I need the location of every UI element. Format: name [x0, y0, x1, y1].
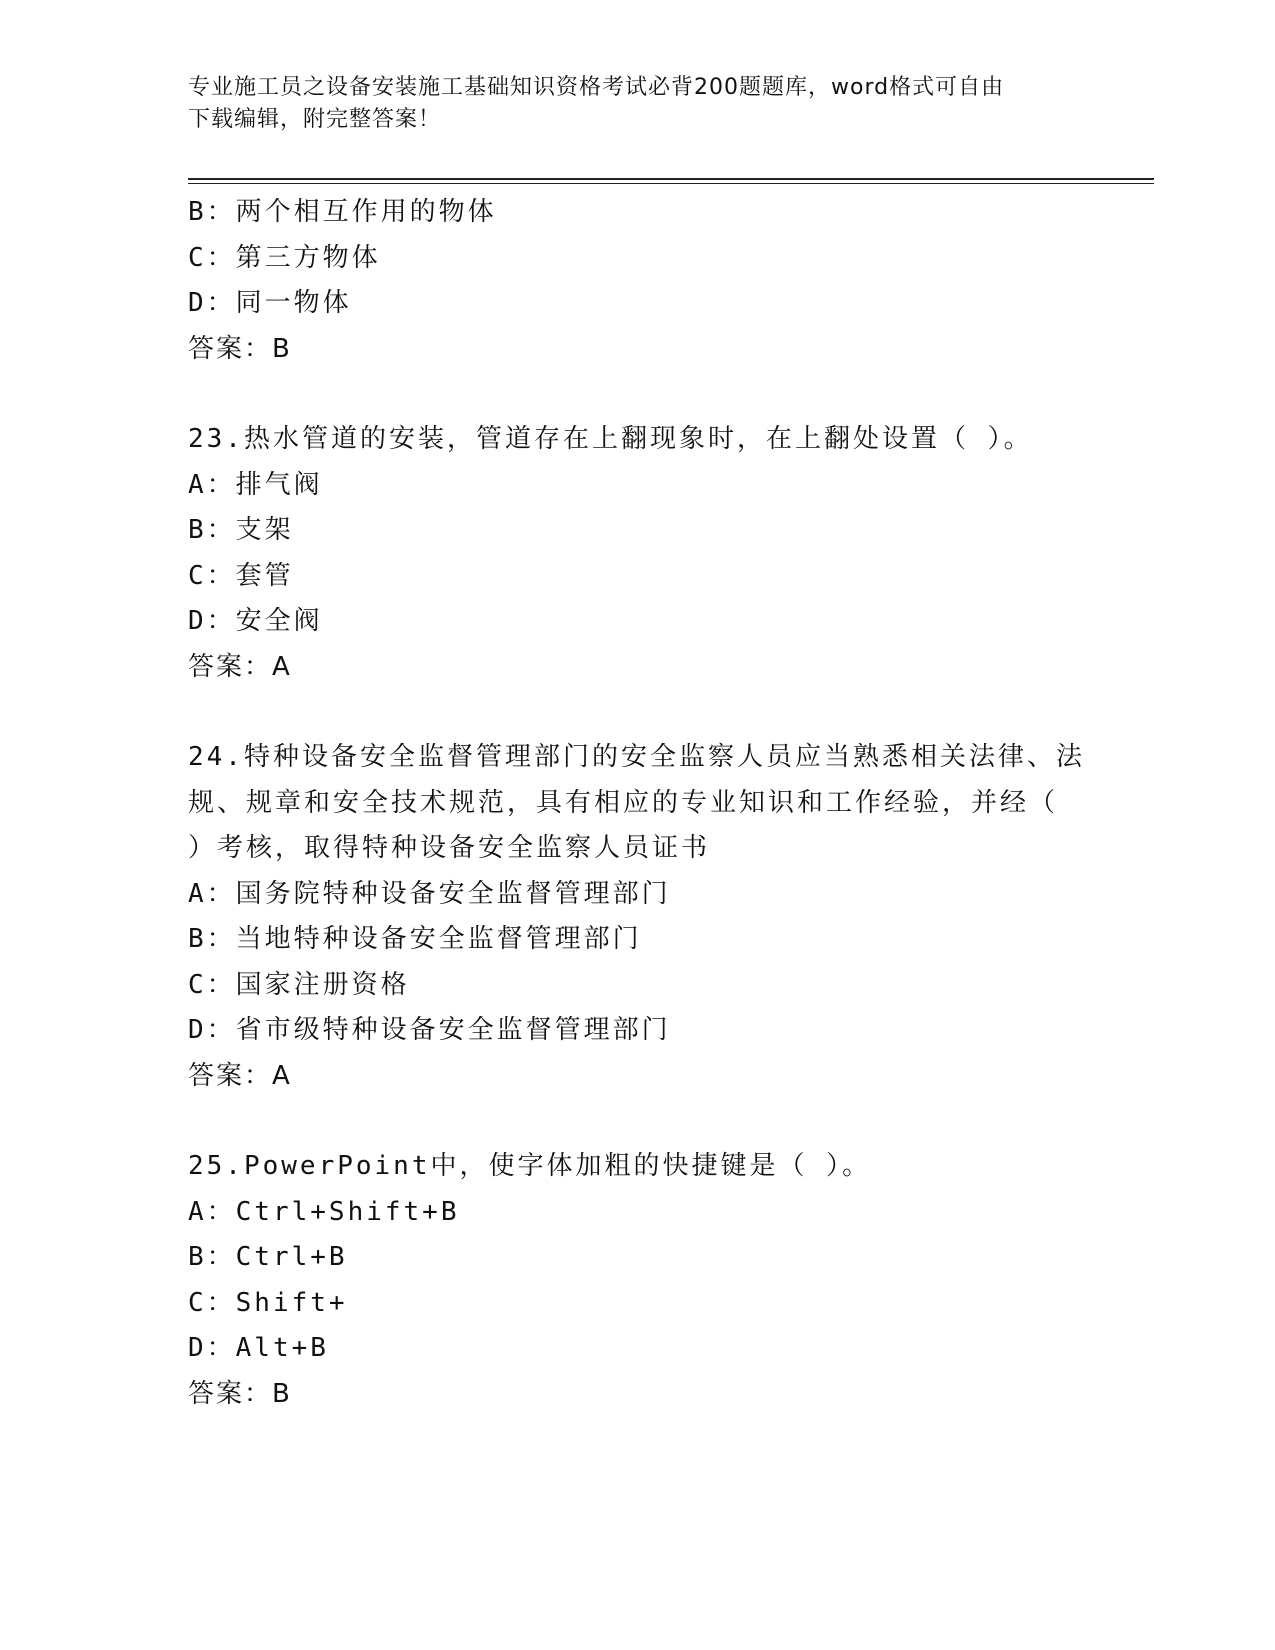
question-block-continued: [188, 190, 1088, 372]
document-header: [188, 72, 1068, 136]
option-b: B：当地特种设备安全监督管理部门: [188, 924, 642, 954]
option-c: C：第三方物体: [188, 242, 381, 273]
question-text: 23.热水管道的安装，管道存在上翻现象时，在上翻处设置（ ）。: [188, 424, 1033, 454]
option-b: B：支架: [188, 515, 294, 545]
question-block-23: [188, 417, 1088, 690]
answer-line: 答案：A: [188, 1060, 292, 1091]
question-block-25: [188, 1144, 1088, 1417]
header-line-2: 下载编辑，附完整答案！: [188, 107, 442, 132]
option-b: B：两个相互作用的物体: [188, 197, 497, 227]
header-divider-thick: [188, 178, 1154, 180]
question-text-line-2: 规、规章和安全技术规范，具有相应的专业知识和工作经验，并经（: [188, 787, 1059, 818]
question-list: [188, 190, 1088, 1417]
question-block-24: [188, 735, 1088, 1099]
option-b: B：Ctrl+B: [188, 1242, 348, 1272]
option-a: A：国务院特种设备安全监督管理部门: [188, 878, 671, 909]
option-c: C：国家注册资格: [188, 969, 410, 1000]
question-text-line-3: ）考核，取得特种设备安全监察人员证书: [188, 833, 711, 863]
option-c: C：Shift+: [188, 1287, 348, 1318]
question-text-line-1: 24.特种设备安全监督管理部门的安全监察人员应当熟悉相关法律、法: [188, 742, 1085, 772]
answer-line: 答案：B: [188, 333, 292, 364]
option-a: A：排气阀: [188, 469, 323, 500]
question-text: 25.PowerPoint中，使字体加粗的快捷键是（ ）。: [188, 1151, 872, 1181]
option-c: C：套管: [188, 560, 294, 591]
header-line-1: 专业施工员之设备安装施工基础知识资格考试必背200题题库，word格式可自由: [188, 75, 1005, 100]
spacer: [188, 1099, 1088, 1144]
option-d: D：安全阀: [188, 606, 323, 636]
spacer: [188, 372, 1088, 417]
answer-line: 答案：B: [188, 1378, 292, 1409]
option-d: D：省市级特种设备安全监督管理部门: [188, 1015, 671, 1045]
header-divider-thin: [188, 183, 1154, 184]
option-d: D：Alt+B: [188, 1333, 329, 1363]
option-d: D：同一物体: [188, 288, 352, 318]
spacer: [188, 690, 1088, 735]
option-a: A：Ctrl+Shift+B: [188, 1196, 460, 1227]
answer-line: 答案：A: [188, 651, 292, 682]
